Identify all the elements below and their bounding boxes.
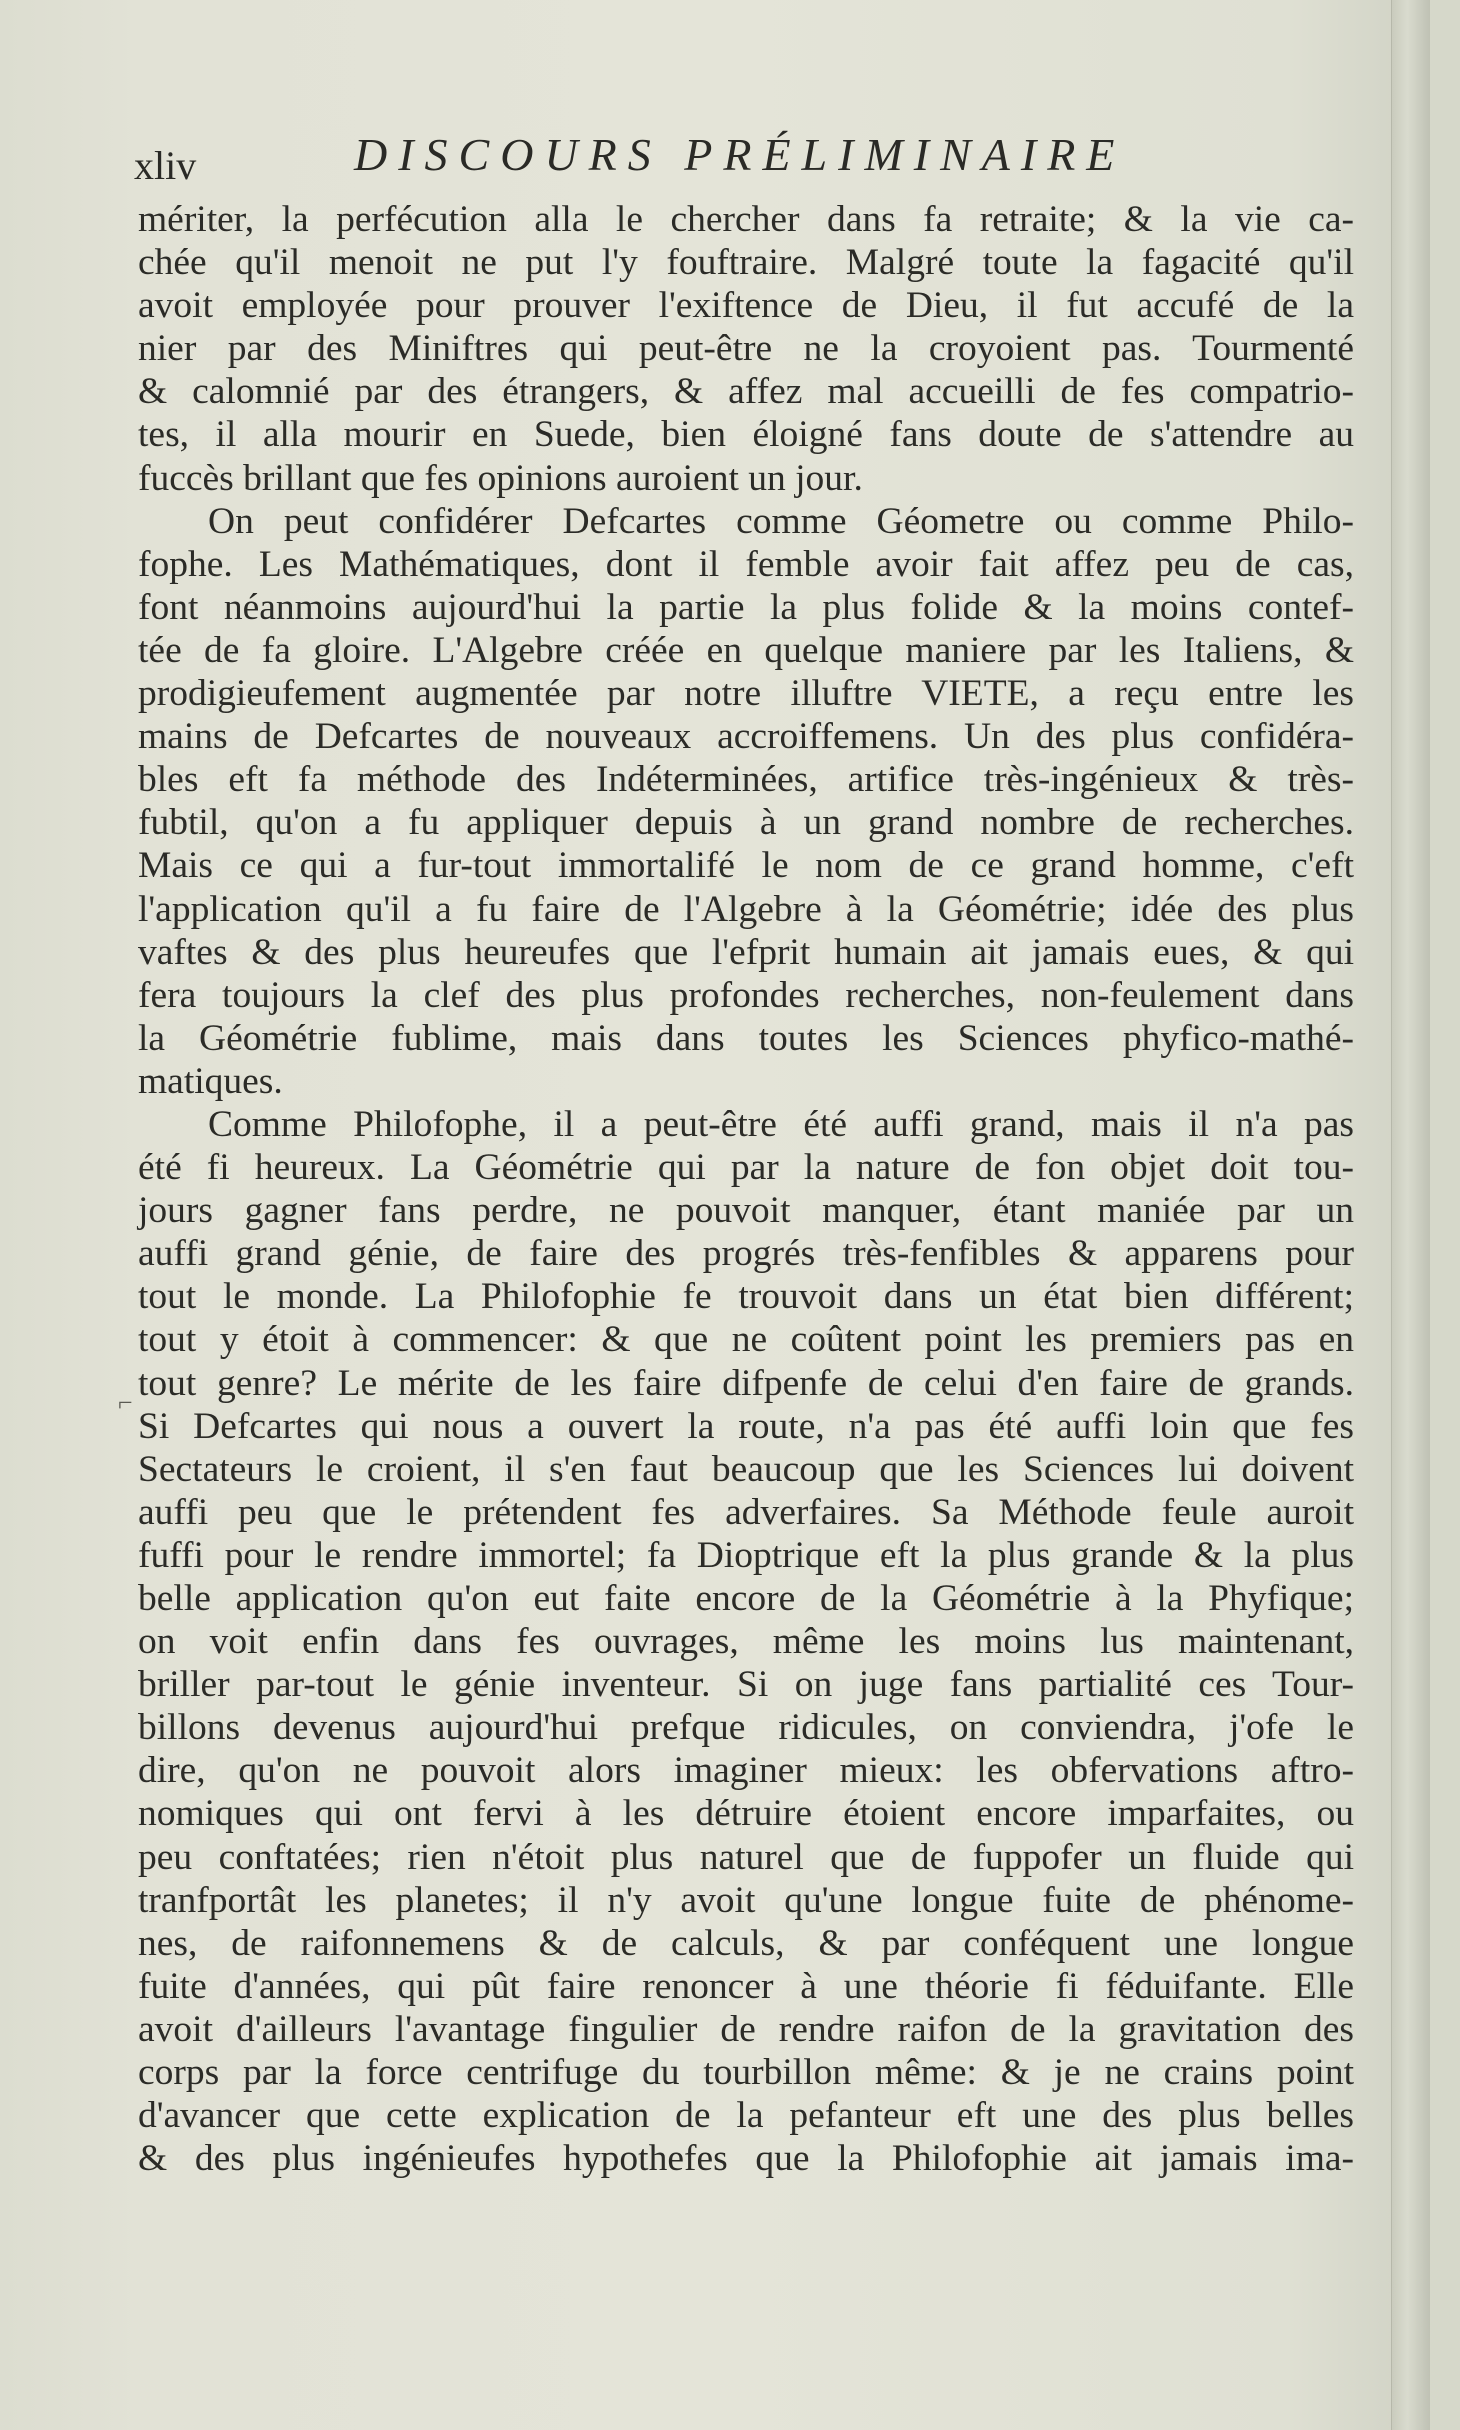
text-line: Mais ce qui a fur-tout immortalifé le nom de ce grand homme, c'eft [138,845,1354,887]
text-line: fuffi pour le rendre immortel; fa Dioptrique eft la plus grande & la plus [138,1534,1354,1576]
text-line: été fi heureux. La Géométrie qui par la nature de fon objet doit tou- [138,1147,1354,1189]
text-line: auffi grand génie, de faire des progrés très-fenfibles & apparens pour [138,1233,1354,1275]
text-line: & calomnié par des étrangers, & affez mal accueilli de fes compatrio- [138,371,1354,413]
text-line: peu conftatées; rien n'étoit plus naturel que de fuppofer un fluide qui [138,1836,1354,1878]
text-line: font néanmoins aujourd'hui la partie la plus folide & la moins contef- [138,586,1354,628]
text-line: nomiques qui ont fervi à les détruire étoient encore imparfaites, ou [138,1793,1354,1835]
text-line: Comme Philofophe, il a peut-être été auffi grand, mais il n'a pas [208,1103,1354,1145]
text-line: mériter, la perfécution alla le chercher dans fa retraite; & la vie ca- [138,199,1354,240]
text-line: tes, il alla mourir en Suede, bien éloigné fans doute de s'attendre au [138,414,1354,456]
text-line: fuccès brillant que fes opinions auroient un jour. [138,457,863,499]
running-head [134,128,1354,188]
text-line: tout y étoit à commencer: & que ne coûtent point les premiers pas en [138,1319,1354,1361]
text-line: On peut confidérer Defcartes comme Géometre ou comme Philo- [208,500,1354,542]
text-line: prodigieufement augmentée par notre illuftre VIETE, a reçu entre les [138,673,1354,715]
page-edge [1391,0,1430,2430]
text-line: Sectateurs le croient, il s'en faut beaucoup que les Sciences lui doivent [138,1448,1354,1490]
text-line: mains de Defcartes de nouveaux accroiffemens. Un des plus confidéra- [138,716,1354,758]
text-line: corps par la force centrifuge du tourbillon même: & je ne crains point [138,2052,1354,2094]
body-text [138,198,1354,2180]
text-line: avoit d'ailleurs l'avantage fingulier de rendre raifon de la gravitation des [138,2008,1354,2050]
page-number: xliv [134,143,197,188]
text-line: belle application qu'on eut faite encore de la Géométrie à la Phyfique; [138,1578,1354,1619]
text-line: nier par des Miniftres qui peut-être ne la croyoient pas. Tourmenté [138,328,1354,370]
text-line: la Géométrie fublime, mais dans toutes les Sciences phyfico-mathé- [138,1017,1354,1059]
text-line: chée qu'il menoit ne put l'y fouftraire. Malgré toute la fagacité qu'il [138,242,1354,284]
text-line: tout genre? Le mérite de les faire difpenfe de celui d'en faire de grands. [138,1362,1354,1404]
text-line: d'avancer que cette explication de la pefanteur eft une des plus belles [138,2095,1354,2137]
text-line: tranfportât les planetes; il n'y avoit qu'une longue fuite de phénome- [138,1879,1354,1921]
text-line: fera toujours la clef des plus profondes recherches, non-feulement dans [138,974,1354,1016]
text-line: fuite d'années, qui pût faire renoncer à une théorie fi féduifante. Elle [138,1965,1354,2007]
text-line: Si Defcartes qui nous a ouvert la route, n'a pas été auffi loin que fes [138,1405,1354,1447]
text-line: & des plus ingénieufes hypothefes que la Philofophie ait jamais ima- [138,2138,1354,2180]
text-line: on voit enfin dans fes ouvrages, même les moins lus maintenant, [138,1621,1354,1663]
text-line: nes, de raifonnemens & de calculs, & par conféquent une longue [138,1922,1354,1964]
text-line: jours gagner fans perdre, ne pouvoit manquer, étant maniée par un [138,1190,1354,1232]
text-line: matiques. [138,1060,283,1102]
text-line: auffi peu que le prétendent fes adverfaires. Sa Méthode feule auroit [138,1491,1354,1533]
text-line: fophe. Les Mathématiques, dont il femble avoir fait affez peu de cas, [138,543,1354,585]
text-line: briller par-tout le génie inventeur. Si on juge fans partialité ces Tour- [138,1664,1354,1706]
text-line: tée de fa gloire. L'Algebre créée en quelque maniere par les Italiens, & [138,629,1354,671]
text-line: l'application qu'il a fu faire de l'Algebre à la Géométrie; idée des plus [138,888,1354,930]
text-line: fubtil, qu'on a fu appliquer depuis à un grand nombre de recherches. [138,802,1354,844]
text-line: billons devenus aujourd'hui prefque ridicules, on conviendra, j'ofe le [138,1707,1354,1749]
text-line: vaftes & des plus heureufes que l'efprit humain ait jamais eues, & qui [138,931,1354,973]
text-line: avoit employée pour prouver l'exiftence de Dieu, il fut accufé de la [138,285,1354,327]
text-line: bles eft fa méthode des Indéterminées, artifice très-ingénieux & très- [138,759,1354,801]
text-line: tout le monde. La Philofophie fe trouvoit dans un état bien différent; [138,1276,1354,1318]
running-title: DISCOURS PRÉLIMINAIRE [354,129,1126,180]
text-line: dire, qu'on ne pouvoit alors imaginer mieux: les obfervations aftro- [138,1750,1354,1792]
margin-mark: ⌐ [118,1388,133,1417]
